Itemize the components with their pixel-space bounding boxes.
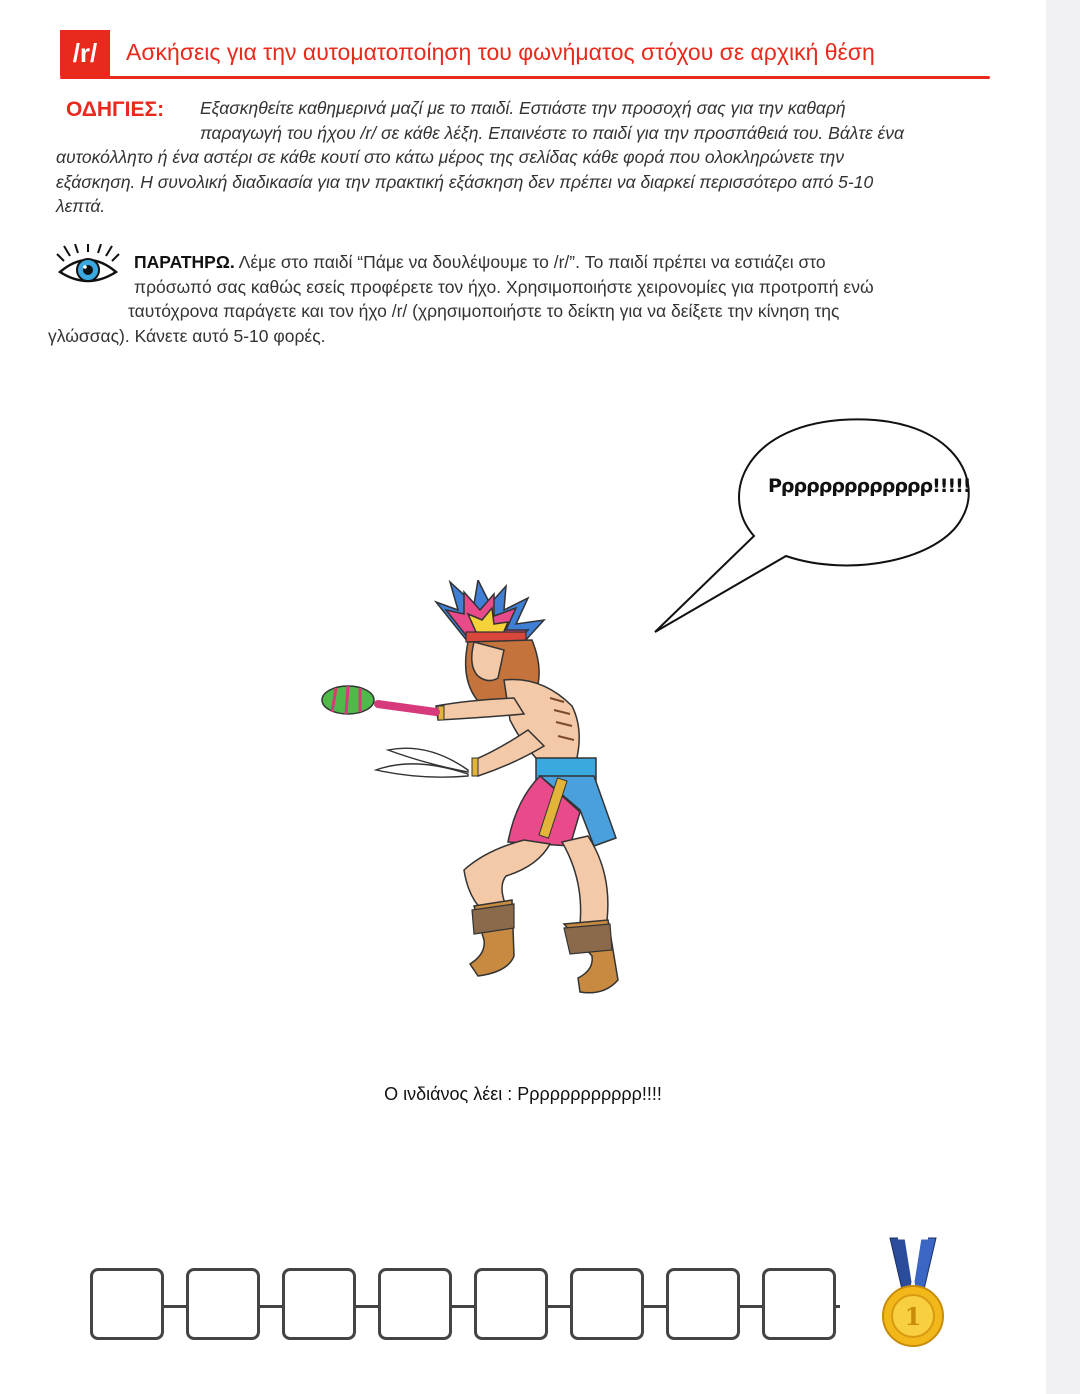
page-title: Ασκήσεις για την αυτοματοποίηση του φωνήματος στόχου σε αρχική θέση: [126, 39, 875, 65]
sticker-box-2[interactable]: [186, 1268, 260, 1340]
instructions-line-3: αυτοκόλλητο ή ένα αστέρι σε κάθε κουτί στο κάτω μέρος της σελίδας κάθε φορά που ολοκληρώνετε την: [56, 147, 844, 167]
header-rule: [60, 76, 990, 79]
gold-medal-icon: [876, 1236, 950, 1352]
instructions-line-5: λεπτά.: [56, 196, 106, 216]
sticker-box-4[interactable]: [378, 1268, 452, 1340]
illustration-caption: Ο ινδιάνος λέει : Ρρρρρρρρρρρρ!!!!: [384, 1084, 662, 1104]
phoneme-badge: /r/: [60, 30, 110, 76]
page-margin-strip: [1046, 0, 1080, 1394]
sticker-box-3[interactable]: [282, 1268, 356, 1340]
instructions-label: ΟΔΗΓΙΕΣ:: [66, 98, 165, 121]
sticker-box-7[interactable]: [666, 1268, 740, 1340]
medal-label: 1: [904, 1302, 922, 1331]
observe-line-2: πρόσωπό σας καθώς εσείς προφέρετε τον ήχο. Χρησιμοποιήστε χειρονομίες για προτροπή ενώ: [134, 276, 874, 297]
observe-block: [48, 250, 978, 348]
instructions-line-1: Εξασκηθείτε καθημερινά μαζί με το παιδί. Εστιάστε την προσοχή σας για την καθαρή: [200, 98, 846, 118]
instructions-line-2: παραγωγή του ήχου /r/ σε κάθε λέξη. Επαινέστε το παιδί για την προσπάθειά του. Βάλτε ένα: [200, 122, 904, 143]
speech-bubble: [650, 408, 975, 638]
eye-icon: [56, 244, 120, 290]
instructions-block: [56, 96, 976, 219]
observe-line-4: γλώσσας). Κάνετε αυτό 5-10 φορές.: [48, 325, 326, 346]
progress-tracker: [90, 1268, 850, 1348]
observe-line-1: Λέμε στο παιδί “Πάμε να δουλέψουμε το /r/”. Το παιδί πρέπει να εστιάζει στο: [238, 252, 826, 272]
observe-line-3: ταυτόχρονα παράγετε και τον ήχο /r/ (χρησιμοποιήστε το δείκτη για να δείξετε την κίνηση της: [128, 301, 840, 321]
sticker-box-5[interactable]: [474, 1268, 548, 1340]
sticker-box-8[interactable]: [762, 1268, 836, 1340]
sticker-box-6[interactable]: [570, 1268, 644, 1340]
speech-text: Ρρρρρρρρρρρρρ!!!!!: [768, 475, 971, 497]
dancer-illustration: [318, 580, 638, 1000]
observe-label: ΠΑΡΑΤΗΡΩ.: [134, 252, 235, 272]
page-header: [60, 30, 990, 80]
sticker-box-1[interactable]: [90, 1268, 164, 1340]
instructions-line-4: εξάσκηση. Η συνολική διαδικασία για την πρακτική εξάσκηση δεν πρέπει να διαρκεί περισσότερο από 5-10: [56, 171, 874, 192]
